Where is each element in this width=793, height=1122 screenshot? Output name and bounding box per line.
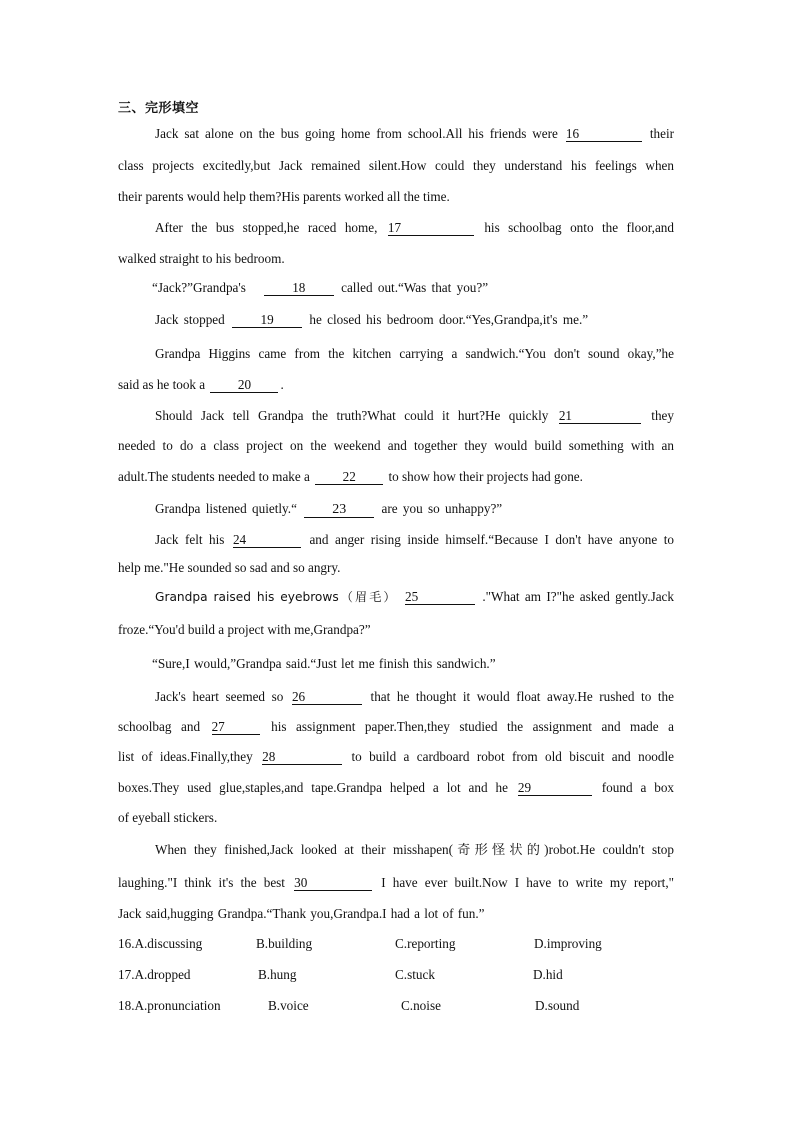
passage-text: they	[651, 408, 674, 423]
passage-line	[155, 125, 674, 143]
passage-line: froze.“You'd build a project with me,Grandpa?”	[118, 622, 371, 637]
passage-text: Grandpa listened quietly.“	[155, 501, 297, 516]
passage-text: Grandpa raised his eyebrows（眉毛）	[155, 590, 398, 604]
passage-text: Jack sat alone on the bus going home from school.All his friends were	[155, 126, 558, 141]
passage-text: list of ideas.Finally,they	[118, 749, 253, 764]
blank-24: 24	[233, 533, 301, 548]
passage-line	[155, 219, 674, 237]
passage-line: of eyeball stickers.	[118, 810, 218, 825]
blank-16: 16	[566, 127, 642, 142]
blank-23: 23	[304, 503, 374, 518]
option-c: C.noise	[401, 998, 441, 1013]
passage-text: to show how their projects had gone.	[388, 469, 583, 484]
passage-text: Jack's heart seemed so	[155, 689, 284, 704]
blank-30: 30	[294, 876, 372, 891]
passage-line	[152, 279, 674, 297]
passage-text: are you so unhappy?”	[381, 501, 503, 516]
option-d: D.improving	[534, 936, 602, 951]
option-a: A.pronunciation	[134, 998, 221, 1013]
passage-line: Grandpa Higgins came from the kitchen carrying a sandwich.“You don't sound okay,”he	[155, 346, 674, 361]
option-d: D.sound	[535, 998, 580, 1013]
passage-line: needed to do a class project on the weekend and together they would build something with an	[118, 438, 674, 453]
passage-line: When they finished,Jack looked at their misshapen(奇形怪状的)robot.He couldn't stop	[155, 842, 674, 857]
blank-29: 29	[518, 781, 592, 796]
option-c: C.stuck	[395, 967, 435, 982]
passage-text: schoolbag and	[118, 719, 201, 734]
passage-text: his schoolbag onto the floor,and	[484, 220, 674, 235]
passage-line: Jack said,hugging Grandpa.“Thank you,Grandpa.I had a lot of fun.”	[118, 906, 485, 921]
passage-line: their parents would help them?His parents worked all the time.	[118, 189, 450, 204]
passage-line	[118, 748, 674, 766]
passage-line	[155, 500, 674, 518]
passage-text: and anger rising inside himself.“Because I don't have anyone to	[309, 532, 675, 547]
passage-line	[155, 311, 674, 329]
passage-text: .	[280, 377, 284, 392]
passage-line: “Sure,I would,”Grandpa said.“Just let me finish this sandwich.”	[152, 656, 496, 671]
blank-17: 17	[388, 221, 474, 236]
blank-27: 27	[212, 720, 260, 735]
option-a: A.discussing	[134, 936, 203, 951]
passage-text: adult.The students needed to make a	[118, 469, 310, 484]
passage-line	[118, 779, 674, 797]
passage-text: he closed his bedroom door.“Yes,Grandpa,it's me.”	[309, 312, 589, 327]
passage-line: walked straight to his bedroom.	[118, 251, 285, 266]
passage-text: said as he took a	[118, 377, 206, 392]
section-heading: 三、完形填空	[118, 101, 200, 116]
passage-text: Should Jack tell Grandpa the truth?What could it hurt?He quickly	[155, 408, 549, 423]
passage-text: I have ever built.Now I have to write my report,"	[381, 875, 675, 890]
blank-18: 18	[264, 281, 334, 296]
passage-line	[118, 376, 674, 394]
option-b: B.building	[256, 936, 313, 951]
blank-21: 21	[559, 409, 641, 424]
question-number: 18.A.pronunciation	[118, 998, 221, 1013]
passage-line	[118, 718, 674, 736]
passage-text: their	[649, 126, 675, 141]
passage-line	[155, 407, 674, 425]
passage-text: that he thought it would float away.He rushed to the	[370, 689, 674, 704]
passage-line	[155, 688, 674, 706]
passage-line: help me."He sounded so sad and so angry.	[118, 560, 341, 575]
passage-line	[155, 531, 674, 549]
blank-28: 28	[262, 750, 342, 765]
passage-text: found a box	[601, 780, 675, 795]
blank-19: 19	[232, 313, 302, 328]
passage-text: After the bus stopped,he raced home,	[155, 220, 378, 235]
passage-text: laughing."I think it's the best	[118, 875, 285, 890]
option-c: C.reporting	[395, 936, 456, 951]
passage-text: ."What am I?"he asked gently.Jack	[482, 589, 674, 604]
question-number: 17.A.dropped	[118, 967, 191, 982]
passage-line	[118, 468, 674, 486]
option-b: B.hung	[258, 967, 297, 982]
blank-22: 22	[315, 470, 383, 485]
passage-text: Jack felt his	[155, 532, 225, 547]
passage-line: class projects excitedly,but Jack remained silent.How could they understand his feelings when	[118, 158, 674, 173]
passage-text: “Jack?”Grandpa's	[152, 280, 246, 295]
option-a: A.dropped	[134, 967, 191, 982]
passage-text: his assignment paper.Then,they studied the assignment and made a	[271, 719, 674, 734]
passage-line	[118, 874, 674, 892]
option-b: B.voice	[268, 998, 309, 1013]
option-d: D.hid	[533, 967, 563, 982]
passage-text: called out.“Was that you?”	[341, 280, 489, 295]
blank-26: 26	[292, 690, 362, 705]
blank-25: 25	[405, 590, 475, 605]
passage-text: boxes.They used glue,staples,and tape.Grandpa helped a lot and he	[118, 780, 508, 795]
blank-20: 20	[210, 378, 278, 393]
passage-line	[155, 588, 674, 606]
passage-text: to build a cardboard robot from old biscuit and noodle	[351, 749, 675, 764]
question-number: 16.A.discussing	[118, 936, 203, 951]
passage-text: Jack stopped	[155, 312, 225, 327]
